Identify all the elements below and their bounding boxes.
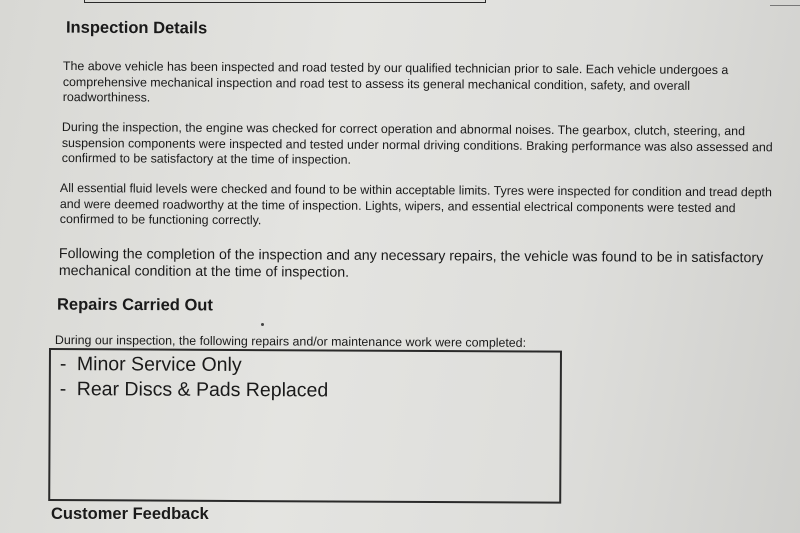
repair-item — [60, 378, 329, 402]
inspection-paragraph-4: Following the completion of the inspection and any necessary repairs, the vehicle was found to be in satisfactory mechanical condition at the time of inspection. — [58, 246, 764, 281]
repair-item — [60, 353, 242, 377]
repairs-box — [48, 348, 562, 504]
inspection-paragraph-3: All essential fluid levels were checked and found to be within acceptable limits. Tyres were inspected for condition and tread depth and were deemed roadworthy at the time of inspection. Lights, wipers, and essential electrical components were tested and confirmed to be functioning correctly. — [59, 181, 772, 228]
top-box-edge — [84, 0, 486, 3]
repairs-intro: During our inspection, the following repairs and/or maintenance work were completed: — [54, 333, 527, 350]
repairs-heading: Repairs Carried Out — [56, 295, 213, 315]
repair-item-bullet: - — [59, 353, 67, 376]
repair-item-bullet: - — [59, 378, 67, 401]
inspection-paragraph-2: During the inspection, the engine was checked for correct operation and abnormal noises. The gearbox, clutch, steering, and suspension components were inspected and tested under normal driving conditions. Braking performance was also assessed and confirmed to be satisfactory at the time of inspection. — [61, 120, 773, 167]
top-right-line — [770, 0, 800, 6]
customer-feedback-heading: Customer Feedback — [51, 505, 209, 523]
repair-item-text: Rear Discs & Pads Replaced — [76, 378, 329, 402]
inspection-paragraph-1: The above vehicle has been inspected and road tested by our qualified technician prior to sale. Each vehicle undergoes a comprehensive mechanical inspection and road test to assess its general mechanical condition, safety, and overall roadworthiness. — [62, 59, 729, 105]
paper-speck — [261, 323, 264, 326]
inspection-details-heading: Inspection Details — [65, 18, 208, 38]
repair-item-text: Minor Service Only — [76, 353, 242, 377]
